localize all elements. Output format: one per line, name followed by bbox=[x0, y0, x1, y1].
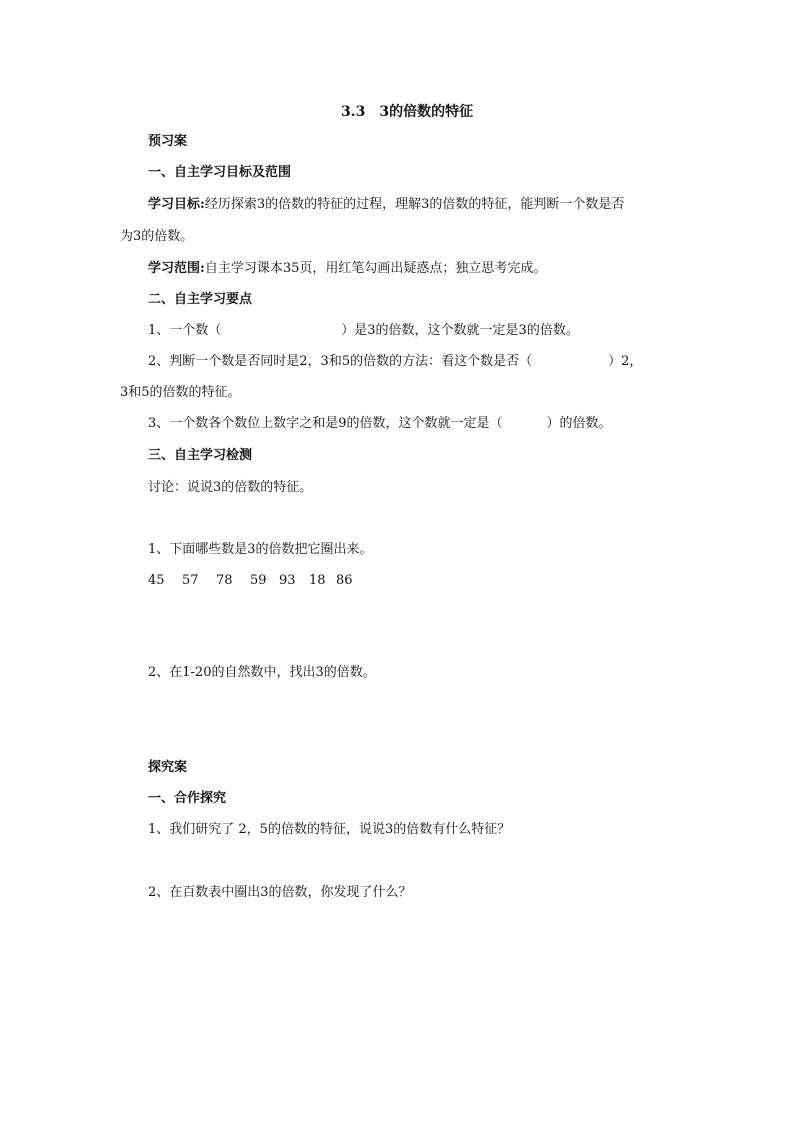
discussion-prompt: 讨论：说说3的倍数的特征。 bbox=[148, 480, 313, 495]
number-item[interactable]: 78 bbox=[216, 573, 233, 588]
point-item-1 bbox=[148, 322, 579, 340]
range-line bbox=[148, 260, 546, 278]
number-item[interactable]: 57 bbox=[182, 573, 199, 588]
point-item-2-cont: 3和5的倍数的特征。 bbox=[120, 385, 241, 400]
goal-text-1: 经历探索3的倍数的特征的过程，理解3的倍数的特征，能判断一个数是否 bbox=[204, 197, 625, 212]
number-item[interactable]: 18 bbox=[309, 573, 326, 588]
page-title: 3.3 3的倍数的特征 bbox=[341, 104, 474, 120]
explore-question-1: 1、我们研究了 2，5的倍数的特征，说说3的倍数有什么特征？ bbox=[148, 822, 511, 837]
goal-line-2: 为3的倍数。 bbox=[120, 229, 194, 244]
point-item-3 bbox=[148, 415, 612, 433]
number-item[interactable]: 93 bbox=[279, 573, 296, 588]
goal-line-1 bbox=[148, 196, 624, 214]
number-list bbox=[148, 572, 360, 590]
check-question-2: 2、在1-20的自然数中，找出3的倍数。 bbox=[148, 665, 376, 680]
section1-heading: 一、自主学习目标及范围 bbox=[148, 165, 292, 180]
point-item-2 bbox=[148, 353, 642, 371]
section3-heading: 三、自主学习检测 bbox=[148, 448, 253, 463]
point-item-1-start: 1、一个数（ bbox=[148, 323, 222, 338]
point-item-1-end: ）是3的倍数，这个数就一定是3的倍数。 bbox=[341, 323, 579, 338]
point-item-3-end: ）的倍数。 bbox=[546, 416, 612, 431]
number-item[interactable]: 59 bbox=[250, 573, 267, 588]
goal-label: 学习目标: bbox=[148, 197, 205, 212]
point-item-2-end: ）2， bbox=[608, 354, 643, 369]
range-text: 自主学习课本35页，用红笔勾画出疑惑点；独立思考完成。 bbox=[204, 261, 547, 276]
number-item[interactable]: 45 bbox=[148, 573, 165, 588]
explore-section1-heading: 一、合作探究 bbox=[148, 791, 227, 806]
preview-heading: 预习案 bbox=[148, 134, 188, 149]
range-label: 学习范围: bbox=[148, 261, 205, 276]
number-item[interactable]: 86 bbox=[336, 573, 353, 588]
section2-heading: 二、自主学习要点 bbox=[148, 292, 253, 307]
explore-question-2: 2、在百数表中圈出3的倍数，你发现了什么？ bbox=[148, 885, 412, 900]
point-item-2-start: 2、判断一个数是否同时是2，3和5的倍数的方法：看这个数是否（ bbox=[148, 354, 533, 369]
check-question-1: 1、下面哪些数是3的倍数把它圈出来。 bbox=[148, 542, 373, 557]
point-item-3-start: 3、一个数各个数位上数字之和是9的倍数，这个数就一定是（ bbox=[148, 416, 503, 431]
explore-heading: 探究案 bbox=[148, 760, 188, 775]
